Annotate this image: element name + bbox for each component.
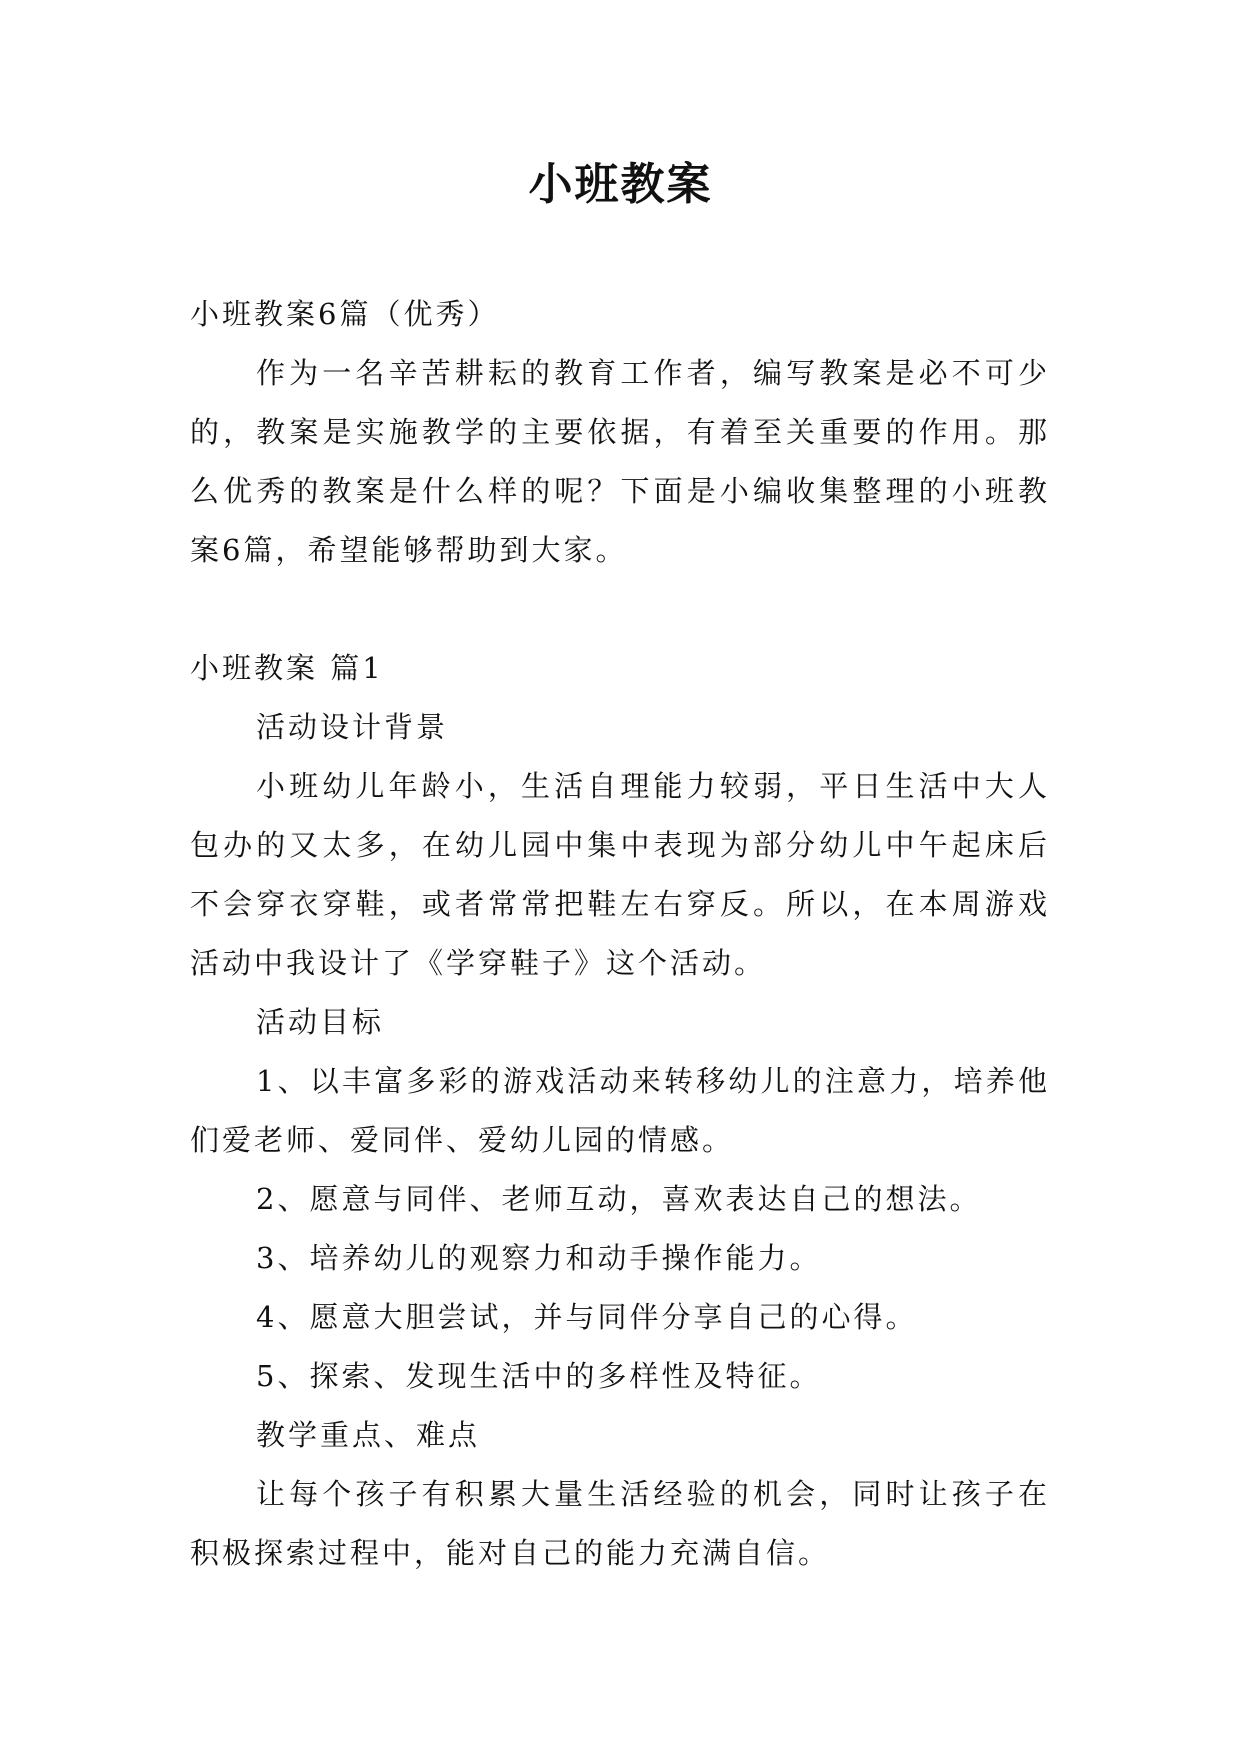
background-heading: 活动设计背景 bbox=[256, 710, 449, 744]
goal-item: 1、以丰富多彩的游戏活动来转移幼儿的注意力，培养他们爱老师、爱同伴、爱幼儿园的情感。 bbox=[190, 1064, 1050, 1157]
intro-paragraph: 作为一名辛苦耕耘的教育工作者，编写教案是必不可少的，教案是实施教学的主要依据，有着至关重要的作用。那么优秀的教案是什么样的呢？下面是小编收集整理的小班教案6篇，希望能够帮助到大家。 bbox=[190, 356, 1050, 567]
section-heading: 小班教案 篇1 bbox=[190, 651, 384, 685]
key-points-paragraph: 让每个孩子有积累大量生活经验的机会，同时让孩子在积极探索过程中，能对自己的能力充满自信。 bbox=[190, 1477, 1050, 1570]
key-points-heading: 教学重点、难点 bbox=[256, 1418, 481, 1452]
goal-item: 5、探索、发现生活中的多样性及特征。 bbox=[256, 1359, 822, 1393]
goal-item: 4、愿意大胆尝试，并与同伴分享自己的心得。 bbox=[256, 1300, 918, 1334]
document-title: 小班教案 bbox=[528, 159, 713, 210]
background-paragraph: 小班幼儿年龄小，生活自理能力较弱，平日生活中大人包办的又太多，在幼儿园中集中表现为部分幼儿中午起床后不会穿衣穿鞋，或者常常把鞋左右穿反。所以，在本周游戏活动中我设计了《学穿鞋子》这个活动。 bbox=[190, 769, 1050, 980]
goals-heading: 活动目标 bbox=[256, 1005, 385, 1039]
goal-item: 2、愿意与同伴、老师互动，喜欢表达自己的想法。 bbox=[256, 1182, 982, 1216]
paragraph-gap bbox=[190, 580, 1050, 639]
goal-item: 3、培养幼儿的观察力和动手操作能力。 bbox=[256, 1241, 822, 1275]
document-subtitle: 小班教案6篇（优秀） bbox=[190, 297, 500, 331]
document-body bbox=[190, 285, 1050, 1583]
